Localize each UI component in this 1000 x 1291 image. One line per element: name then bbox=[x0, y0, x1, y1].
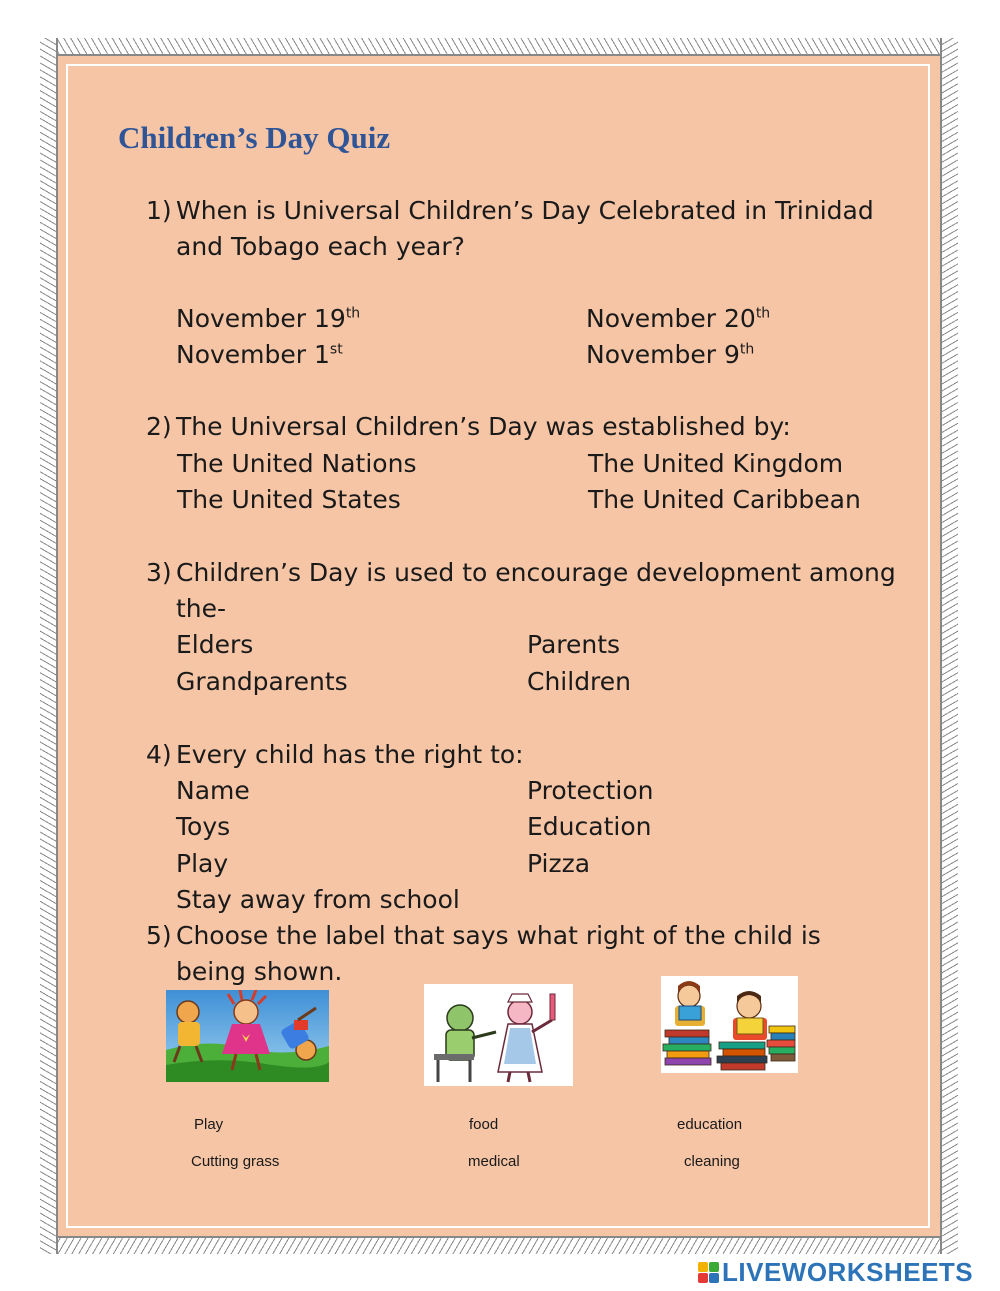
q1-option-suffix: th bbox=[345, 305, 361, 322]
q2-text: The Universal Children’s Day was established by: bbox=[176, 412, 791, 441]
q1-option-suffix: th bbox=[739, 341, 755, 358]
page-title: Children’s Day Quiz bbox=[118, 120, 391, 155]
q1-option-text: November 1 bbox=[176, 340, 330, 369]
border-left bbox=[40, 38, 58, 1254]
q4-text: Every child has the right to: bbox=[176, 740, 524, 769]
q5-label-option[interactable]: food bbox=[469, 1116, 499, 1133]
q5-label-option[interactable]: cleaning bbox=[684, 1153, 740, 1170]
q5-label-option[interactable]: education bbox=[677, 1116, 743, 1133]
q2-number: 2) bbox=[146, 412, 172, 441]
q4-option[interactable]: Name bbox=[176, 776, 250, 805]
liveworksheets-blocks-icon bbox=[698, 1262, 719, 1283]
q4-option[interactable]: Education bbox=[527, 812, 652, 841]
border-right bbox=[940, 38, 958, 1254]
q3-text-line2: the- bbox=[176, 594, 227, 623]
q4-option[interactable]: Protection bbox=[527, 776, 654, 805]
q1-option[interactable] bbox=[586, 340, 754, 370]
q4-option[interactable]: Toys bbox=[176, 812, 231, 841]
q5-text-line2: being shown. bbox=[176, 957, 343, 986]
q3-text-line1: Children’s Day is used to encourage development among bbox=[176, 558, 896, 587]
q1-option-suffix: st bbox=[329, 341, 343, 358]
border-top bbox=[40, 38, 958, 56]
liveworksheets-logo bbox=[698, 1258, 973, 1286]
doctor-nurse-image bbox=[424, 984, 573, 1086]
q1-text-line1: When is Universal Children’s Day Celebrated in Trinidad bbox=[176, 196, 874, 225]
q5-label-option[interactable]: medical bbox=[468, 1153, 520, 1170]
q4-option[interactable]: Stay away from school bbox=[176, 885, 460, 914]
q1-option-text: November 19 bbox=[176, 304, 346, 333]
children-reading-books-image bbox=[661, 976, 798, 1073]
q1-text-line2: and Tobago each year? bbox=[176, 232, 465, 261]
q1-option[interactable] bbox=[176, 340, 343, 370]
q3-option[interactable]: Children bbox=[527, 667, 632, 696]
q1-option-text: November 9 bbox=[586, 340, 740, 369]
q2-option[interactable]: The United Nations bbox=[177, 449, 417, 478]
q2-option[interactable]: The United Kingdom bbox=[588, 449, 844, 478]
q1-option-suffix: th bbox=[755, 305, 771, 322]
q5-text-line1: Choose the label that says what right of the child is bbox=[176, 921, 821, 950]
q5-label-option[interactable]: Cutting grass bbox=[191, 1153, 280, 1170]
q1-option[interactable] bbox=[176, 304, 360, 334]
liveworksheets-wordmark: LIVEWORKSHEETS bbox=[722, 1256, 974, 1287]
q5-label-option[interactable]: Play bbox=[194, 1116, 224, 1133]
q3-number: 3) bbox=[146, 558, 172, 587]
q3-option[interactable]: Elders bbox=[176, 630, 254, 659]
children-playing-image bbox=[166, 990, 329, 1082]
q2-option[interactable]: The United Caribbean bbox=[588, 485, 861, 514]
q3-option[interactable]: Grandparents bbox=[176, 667, 348, 696]
q4-option[interactable]: Play bbox=[176, 849, 229, 878]
q1-number: 1) bbox=[146, 196, 172, 225]
q1-option[interactable] bbox=[586, 304, 770, 334]
q4-number: 4) bbox=[146, 740, 172, 769]
q4-option[interactable]: Pizza bbox=[527, 849, 591, 878]
q1-option-text: November 20 bbox=[586, 304, 756, 333]
q5-number: 5) bbox=[146, 921, 172, 950]
q3-option[interactable]: Parents bbox=[527, 630, 621, 659]
q2-option[interactable]: The United States bbox=[177, 485, 401, 514]
border-bottom bbox=[40, 1236, 958, 1254]
